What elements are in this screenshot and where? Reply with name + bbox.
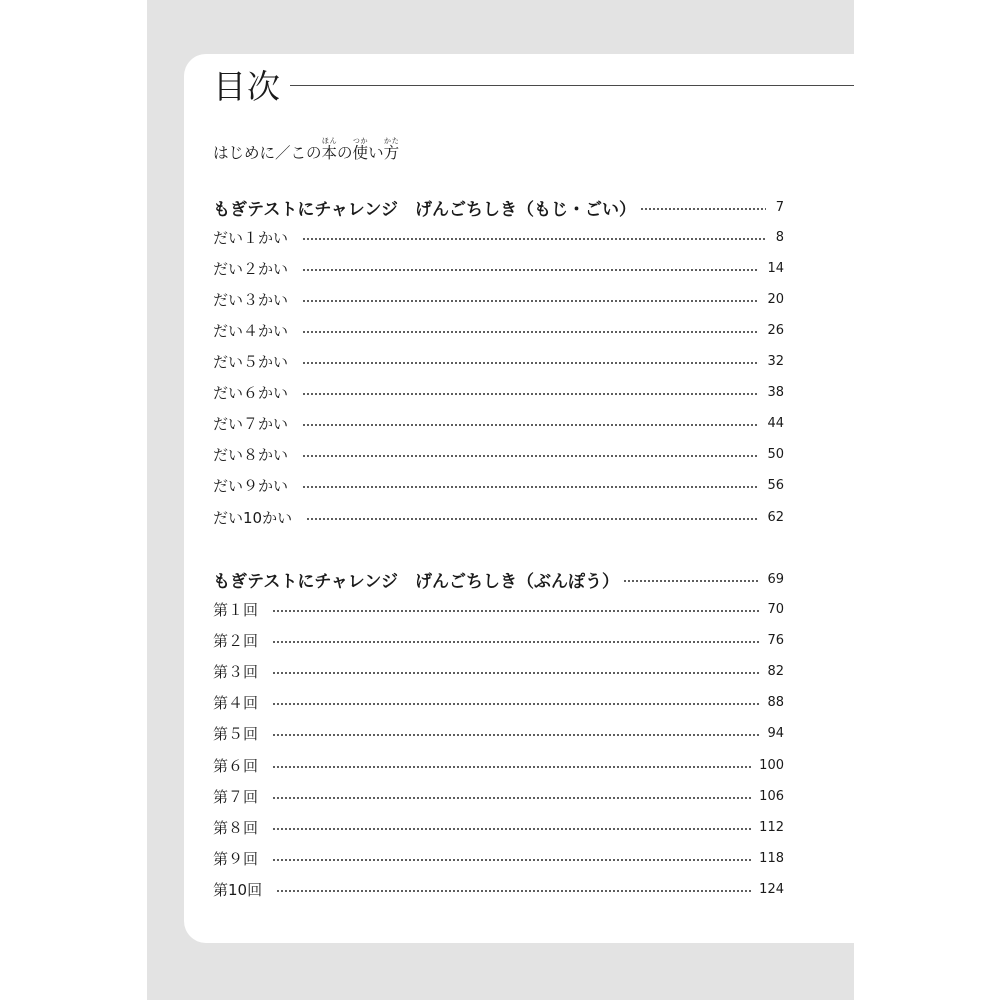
- toc-entry[interactable]: [213, 846, 784, 870]
- section-title: もぎテストにチャレンジ げんごちしき（もじ・ごい）: [213, 199, 636, 220]
- page-number: 106: [759, 788, 784, 804]
- entry-label: 第１回: [213, 600, 259, 619]
- leader-dots: [302, 238, 766, 240]
- toc-entry[interactable]: [213, 349, 784, 373]
- page-number: 56: [767, 477, 784, 493]
- entry-label: 第９回: [213, 849, 259, 868]
- entry-label: 第８回: [213, 818, 259, 837]
- leader-dots: [623, 580, 759, 582]
- page-number: 112: [759, 819, 784, 835]
- toc-entry[interactable]: [213, 287, 784, 311]
- page-number: 94: [767, 725, 784, 741]
- page-number: 20: [767, 291, 784, 307]
- toc-entry[interactable]: [213, 784, 784, 808]
- toc-section-heading[interactable]: [213, 195, 784, 219]
- leader-dots: [272, 610, 759, 612]
- page-number: 8: [775, 229, 784, 245]
- page-number: 82: [767, 663, 784, 679]
- leader-dots: [272, 859, 751, 861]
- page-number: 44: [767, 415, 784, 431]
- leader-dots: [302, 300, 759, 302]
- toc-entry[interactable]: [213, 597, 784, 621]
- entry-label: 第３回: [213, 662, 259, 681]
- page-number: 38: [767, 384, 784, 400]
- entry-label: 第２回: [213, 631, 259, 650]
- leader-dots: [302, 424, 759, 426]
- intro-prefix: はじめに／この: [213, 144, 322, 162]
- page-number: 100: [759, 757, 784, 773]
- intro-ruby-kata: 方かた: [383, 137, 400, 162]
- page-number: 124: [759, 881, 784, 897]
- toc-entry[interactable]: [213, 877, 784, 901]
- entry-label: だい10かい: [213, 508, 293, 527]
- toc-entry[interactable]: [213, 753, 784, 777]
- toc-entry[interactable]: [213, 659, 784, 683]
- leader-dots: [272, 672, 759, 674]
- toc-entry[interactable]: [213, 473, 784, 497]
- leader-dots: [302, 455, 759, 457]
- entry-label: だい６かい: [213, 383, 289, 402]
- entry-label: 第６回: [213, 756, 259, 775]
- page-number: 14: [767, 260, 784, 276]
- leader-dots: [302, 393, 759, 395]
- leader-dots: [272, 797, 751, 799]
- toc-entry[interactable]: [213, 225, 784, 249]
- leader-dots: [302, 486, 759, 488]
- toc-sheet: [184, 54, 854, 943]
- entry-label: だい９かい: [213, 476, 289, 495]
- intro-text-no: の: [337, 144, 353, 162]
- page-number: 118: [759, 850, 784, 866]
- title-divider: [290, 85, 854, 86]
- intro-ruby-tsuka: 使つか: [352, 137, 369, 162]
- entry-label: 第７回: [213, 787, 259, 806]
- entry-label: だい２かい: [213, 259, 289, 278]
- page-title: 目次: [213, 67, 281, 106]
- toc-entry[interactable]: [213, 256, 784, 280]
- toc-entry[interactable]: [213, 721, 784, 745]
- entry-label: だい８かい: [213, 445, 289, 464]
- entry-label: 第４回: [213, 693, 259, 712]
- entry-label: だい１かい: [213, 228, 289, 247]
- leader-dots: [272, 641, 759, 643]
- toc-entry[interactable]: [213, 690, 784, 714]
- entry-label: だい７かい: [213, 414, 289, 433]
- page-number: 50: [767, 446, 784, 462]
- page-number: 62: [767, 509, 784, 525]
- toc-entry[interactable]: [213, 318, 784, 342]
- leader-dots: [640, 208, 766, 210]
- page-number: 69: [767, 571, 784, 587]
- toc-entry[interactable]: [213, 505, 784, 529]
- page-number: 26: [767, 322, 784, 338]
- leader-dots: [302, 269, 759, 271]
- leader-dots: [306, 518, 759, 520]
- toc-entry[interactable]: [213, 815, 784, 839]
- entry-label: 第５回: [213, 724, 259, 743]
- intro-text-i: い: [368, 144, 384, 162]
- page-number: 7: [775, 199, 784, 215]
- entry-label: だい３かい: [213, 290, 289, 309]
- leader-dots: [276, 890, 751, 892]
- entry-label: だい５かい: [213, 352, 289, 371]
- leader-dots: [302, 362, 759, 364]
- page-number: 88: [767, 694, 784, 710]
- toc-entry[interactable]: [213, 411, 784, 435]
- section-title: もぎテストにチャレンジ げんごちしき（ぶんぽう）: [213, 571, 619, 592]
- intro-line: [213, 137, 399, 166]
- leader-dots: [272, 703, 759, 705]
- leader-dots: [302, 331, 759, 333]
- toc-entry[interactable]: [213, 442, 784, 466]
- leader-dots: [272, 766, 751, 768]
- page-number: 70: [767, 601, 784, 617]
- entry-label: 第10回: [213, 880, 263, 899]
- entry-label: だい４かい: [213, 321, 289, 340]
- intro-ruby-hon: 本ほん: [321, 137, 338, 162]
- leader-dots: [272, 734, 759, 736]
- toc-entry[interactable]: [213, 628, 784, 652]
- leader-dots: [272, 828, 751, 830]
- page-number: 76: [767, 632, 784, 648]
- page-number: 32: [767, 353, 784, 369]
- toc-section-heading[interactable]: [213, 567, 784, 591]
- toc-entry[interactable]: [213, 380, 784, 404]
